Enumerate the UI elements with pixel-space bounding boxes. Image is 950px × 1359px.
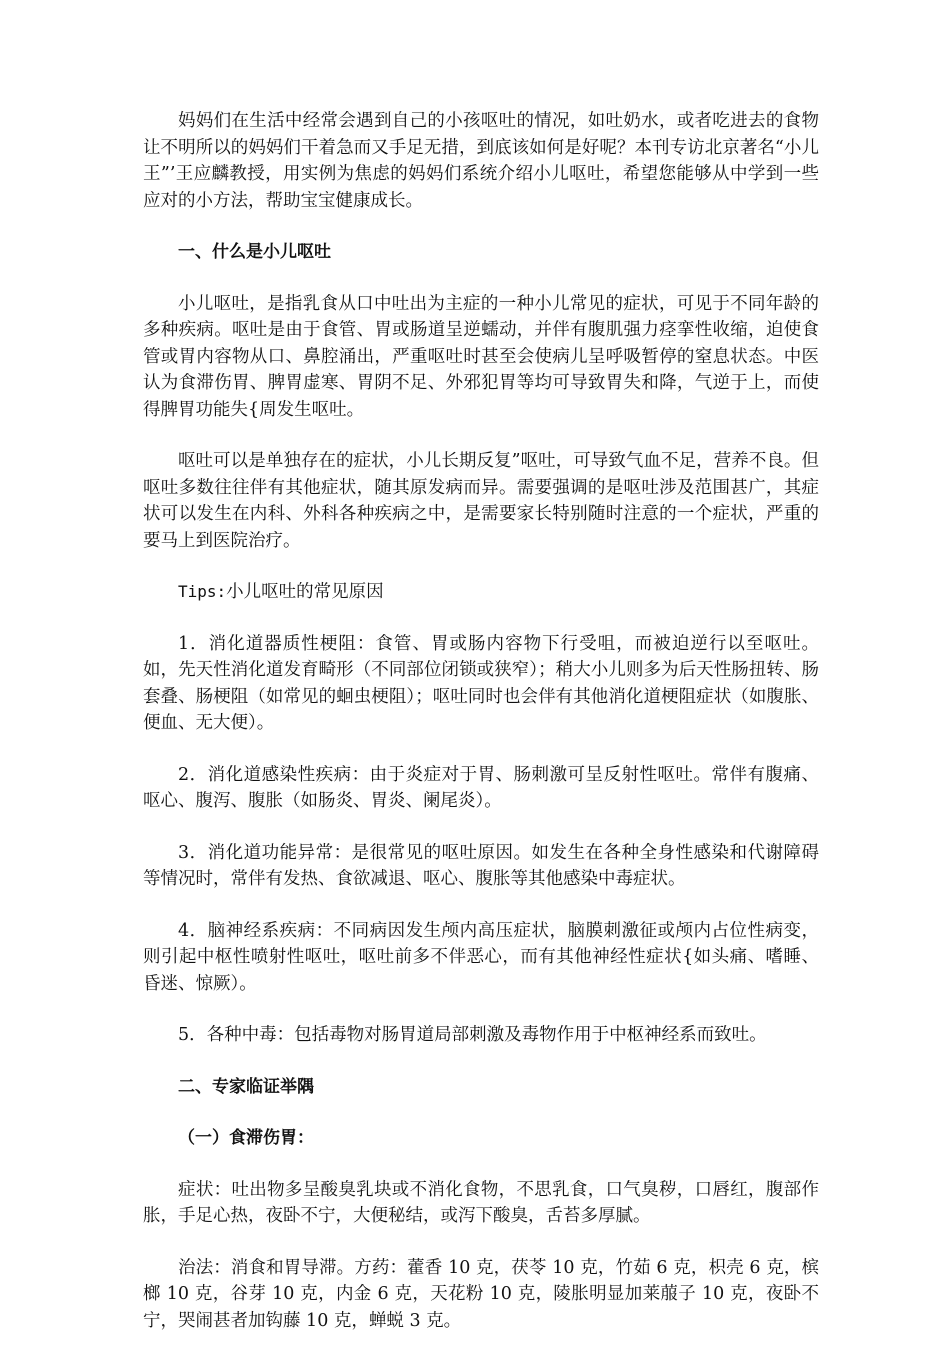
tips-title: 小儿呕吐的常见原因	[226, 582, 384, 602]
treatment-paragraph: 治法：消食和胃导滞。方药：藿香 10 克，茯苓 10 克，竹茹 6 克，枳壳 6 克，槟榔 10 克，谷芽 10 克，内金 6 克，天花粉 10 克，陵胀明显加莱菔子 10 克，夜卧不宁，哭闹甚者加钩藤 10 克，蝉蜕 3 克。	[143, 1257, 819, 1331]
section-heading-expert-cases: 二、专家临证举隅	[178, 1076, 314, 1097]
definition-paragraph: 小儿呕吐，是指乳食从口中吐出为主症的一种小儿常见的症状，可见于不同年龄的多种疾病。呕吐是由于食管、胃或肠道呈逆蠕动，并伴有腹肌强力痉挛性收缩，迫使食管或胃内容物从口、鼻腔涌出，严重呕吐时甚至会使病儿呈呼吸暂停的窒息状态。中医认为食滞伤胃、脾胃虚寒、胃阴不足、外邪犯胃等均可导致胃失和降，气逆于上，而使得脾胃功能失{周发生呕吐。	[143, 293, 819, 420]
subsection-heading-food-stagnation: （一）食滞伤胃：	[178, 1128, 314, 1148]
symptoms-paragraph: 症状：吐出物多呈酸臭乳块或不消化食物，不思乳食，口气臭秽，口唇红，腹部作胀，手足心热，夜卧不宁，大便秘结，或泻下酸臭，舌苔多厚腻。	[143, 1179, 819, 1226]
cause-item: 1．消化道器质性梗阻：食管、胃或肠内容物下行受咀，而被迫逆行以至呕吐。如，先天性消化道发育畸形（不同部位闭锁或狭窄）；稍大小儿则多为后天性肠扭转、肠套叠、肠梗阻（如常见的蛔虫梗阻）；呕吐同时也会伴有其他消化道梗阻症状（如腹胀、便血、无大便）。	[143, 633, 819, 733]
tips-line	[143, 579, 819, 606]
cause-item: 2．消化道感染性疾病：由于炎症对于胃、肠刺激可呈反射性呕吐。常伴有腹痛、呕心、腹泻、腹胀（如肠炎、胃炎、阑尾炎）。	[143, 764, 819, 811]
document-page	[143, 108, 819, 1359]
cause-item: 4．脑神经系疾病：不同病因发生颅内高压症状，脑膜刺激征或颅内占位性病变，则引起中枢性喷射性呕吐，呕吐前多不伴恶心，而有其他神经性症状{如头痛、嗜睡、昏迷、惊厥）。	[143, 920, 819, 994]
intro-paragraph: 妈妈们在生活中经常会遇到自己的小孩呕吐的情况，如吐奶水，或者吃进去的食物让不明所以的妈妈们干着急而又手足无措，到底该如何是好呢？本刊专访北京著名“小儿王”’王应麟教授，用实例为焦虑的妈妈们系统介绍小儿呕吐，希望您能够从中学到一些应对的小方法，帮助宝宝健康成长。	[143, 111, 819, 211]
cause-item: 3．消化道功能异常：是很常见的呕吐原因。如发生在各种全身性感染和代谢障碍等情况时，常伴有发热、食欲减退、呕心、腹胀等其他感染中毒症状。	[143, 842, 819, 889]
symptom-paragraph: 呕吐可以是单独存在的症状，小儿长期反复”呕吐，可导致气血不足，营养不良。但呕吐多数往往伴有其他症状，随其原发病而异。需要强调的是呕吐涉及范围甚广，其症状可以发生在内科、外科各种疾病之中，是需要家长特别随时注意的一个症状，严重的要马上到医院治疗。	[143, 451, 819, 551]
tips-label: Tips:	[178, 582, 227, 601]
section-heading-what-is-vomiting: 一、什么是小儿呕吐	[178, 242, 331, 262]
cause-item: 5．各种中毒：包括毒物对肠胃道局部刺激及毒物作用于中枢神经系而致吐。	[178, 1025, 767, 1045]
